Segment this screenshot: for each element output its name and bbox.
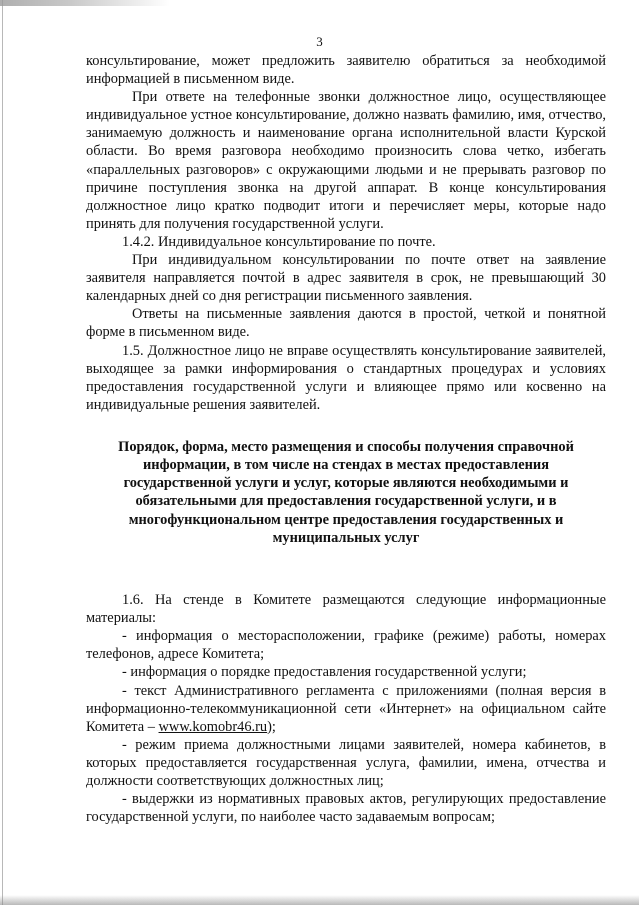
scan-artifact-bottom [0,895,639,905]
scan-artifact-top [0,0,170,6]
paragraph-mail-consulting: При индивидуальном консультировании по почте ответ на заявление заявителя направляется почтой в адрес заявителя в срок, не превышающий 30 календарных дней со дня регистрации письменного заявления. [86,252,606,305]
list-item-legal-excerpts: - выдержки из нормативных правовых актов, регулирующих предоставление государственной услуги, по наиболее часто задаваемым вопросам; [86,791,606,826]
paragraph-1-5: 1.5. Должностное лицо не вправе осуществлять консультирование заявителей, выходящее за рамки информирования о стандартных процедурах и условиях предоставления государственной услуги и влияющее прямо или косвенно на индивидуальные решения заявителей. [86,342,606,413]
section-heading: Порядок, форма, место размещения и способы получения справочной информации, в том числе на стендах в местах предоставления государственной услуги и услуг, которые являются необходимыми и обязательными для предоставления государственной услуги, и в многофункциональном центре предоставления государственных и муниципальных услуг [118,438,574,546]
paragraph-written-answers: Ответы на письменные заявления даются в простой, четкой и понятной форме в письменном виде. [86,306,606,341]
paragraph-1-6: 1.6. На стенде в Комитете размещаются следующие информационные материалы: [86,592,606,627]
paragraph-phone-consulting: При ответе на телефонные звонки должностное лицо, осуществляющее индивидуальное устное консультирование, должно назвать фамилию, имя, отчество, занимаемую должность и наименование органа исполнительной власти Курской области. Во время разговора необходимо произносить слова четко, избегать «параллельных разговоров» с окружающими людьми и не прерывать разговор по причине поступления звонка на другой аппарат. В конце консультирования должностное лицо кратко подводит итоги и перечисляет меры, которые надо принять для получения государственной услуги. [86,89,606,232]
list-item-procedure: - информация о порядке предоставления государственной услуги; [122,664,527,681]
paragraph-continuation: консультирование, может предложить заявителю обратиться за необходимой информацией в письменном виде. [86,53,606,88]
regulation-suffix: ); [267,718,276,735]
scan-artifact-left [2,0,3,905]
page-number: 3 [316,34,323,49]
paragraph-1-4-2: 1.4.2. Индивидуальное консультирование по почте. [122,233,436,250]
list-item-regulation [86,682,606,736]
regulation-text: - текст Административного регламента с приложениями (полная версия в информационно-телекоммуникационной сети «Интернет» на официальном сайте Комитета – [86,682,606,735]
list-item-reception-schedule: - режим приема должностными лицами заявителей, номера кабинетов, в которых предоставляется государственная услуга, фамилии, имена, отчества и должности соответствующих должностных лиц; [86,736,606,790]
list-item-location: - информация о месторасположении, графике (режиме) работы, номерах телефонов, адресе Комитета; [86,628,606,663]
website-link[interactable]: www.komobr46.ru [158,718,268,735]
document-body [86,52,606,826]
